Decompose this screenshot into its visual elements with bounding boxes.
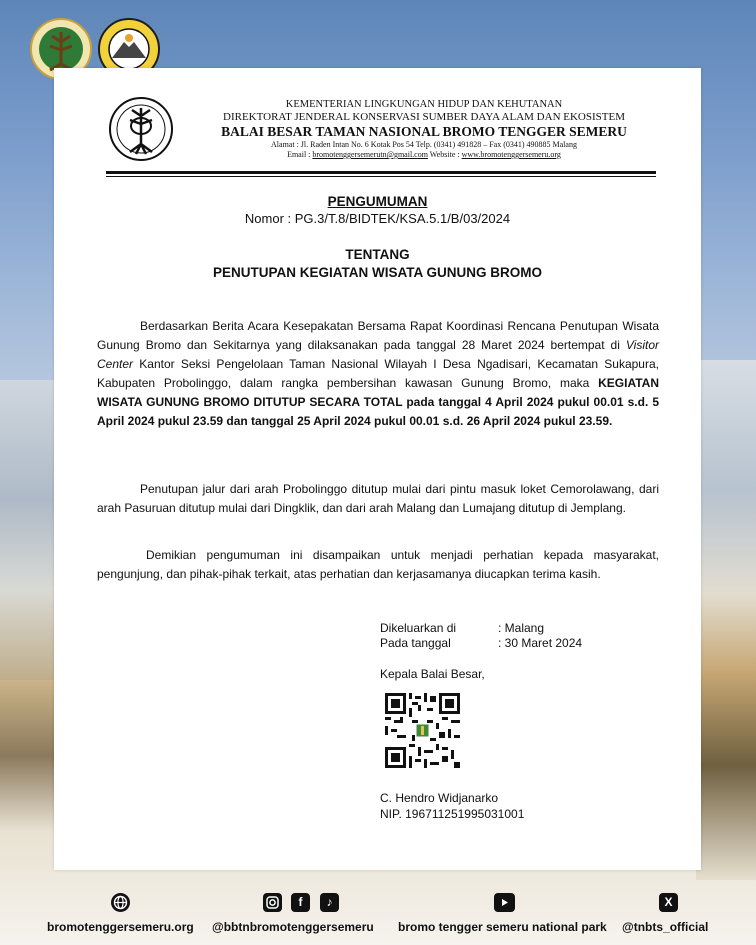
announcement-document xyxy=(54,68,701,870)
ministry-name: KEMENTERIAN LINGKUNGAN HIDUP DAN KEHUTANAN xyxy=(285,99,563,110)
signatory-nip: NIP. 196711251995031001 xyxy=(380,807,525,821)
background-mist-right xyxy=(696,360,756,880)
signatory-title: Kepala Balai Besar, xyxy=(380,667,485,681)
tiktok-icon[interactable]: ♪ xyxy=(320,893,339,912)
footer-website[interactable]: bromotenggersemeru.org xyxy=(47,920,194,934)
letterhead-logo xyxy=(108,96,174,162)
signature-qr-code xyxy=(385,693,460,768)
website-link[interactable]: www.bromotenggersemeru.org xyxy=(461,150,561,159)
announcement-heading: PENGUMUMAN xyxy=(327,194,428,209)
signatory-name: C. Hendro Widjanarko xyxy=(380,791,499,805)
announcement-number: Nomor : PG.3/T.8/BIDTEK/KSA.5.1/B/03/2024 xyxy=(244,211,511,226)
instagram-icon[interactable] xyxy=(263,893,282,912)
body-paragraph-2: Penutupan jalur dari arah Probolinggo ditutup mulai dari pintu masuk loket Cemorolawang, dari arah Pasuruan ditutup mulai dari Dingklik, dan dari arah Malang dan Lumajang ditutup di Jemplang. xyxy=(97,482,659,515)
announcement-subject: PENUTUPAN KEGIATAN WISATA GUNUNG BROMO xyxy=(213,265,542,280)
email-link[interactable]: bromotenggersemerutn@gmail.com xyxy=(312,150,428,159)
globe-icon xyxy=(111,893,130,912)
office-address: Alamat : Jl. Raden Intan No. 6 Kotak Pos 54 Telp. (0341) 491828 – Fax (0341) 490885 Malang xyxy=(271,140,577,149)
letterhead-divider xyxy=(106,171,656,174)
footer-social-handle[interactable]: @bbtnbromotenggersemeru xyxy=(212,920,374,934)
x-icon[interactable]: X xyxy=(659,893,678,912)
footer-x-handle[interactable]: @tnbts_official xyxy=(622,920,709,934)
office-name: BALAI BESAR TAMAN NASIONAL BROMO TENGGER SEMERU xyxy=(221,124,627,139)
body-paragraph-1: Berdasarkan Berita Acara Kesepakatan Bersama Rapat Koordinasi Rencana Penutupan Wisata Gunung Bromo dan Sekitarnya yang dilaksanakan pada tanggal 28 Maret 2024 bertempat di Visitor Center Kantor Seksi Pengelolaan Taman Nasional Wilayah I Desa Ngadisari, Kecamatan Sukapura, Kabupaten Probolinggo, dalam rangka pembersihan kawasan Gunung Bromo, maka KEGIATAN WISATA GUNUNG BROMO DITUTUP SECARA TOTAL pada tanggal 4 April 2024 pukul 00.01 s.d. 5 April 2024 pukul 23.59 dan tanggal 25 April 2024 pukul 00.01 s.d. 26 April 2024 pukul 23.59. xyxy=(97,319,659,428)
issued-date: Pada tanggal : 30 Maret 2024 xyxy=(380,636,583,650)
facebook-icon[interactable]: f xyxy=(291,893,310,912)
youtube-icon[interactable] xyxy=(494,893,515,912)
footer-youtube-channel[interactable]: bromo tengger semeru national park xyxy=(398,920,607,934)
letterhead-divider-thin xyxy=(106,176,656,177)
contact-line: Email : bromotenggersemerutn@gmail.com Website : www.bromotenggersemeru.org xyxy=(287,150,561,159)
issued-at: Dikeluarkan di : Malang xyxy=(380,621,545,635)
directorate-name: DIREKTORAT JENDERAL KONSERVASI SUMBER DAYA ALAM DAN EKOSISTEM xyxy=(223,111,625,123)
footer xyxy=(0,893,756,945)
announcement-about: TENTANG xyxy=(345,247,410,262)
letterhead xyxy=(194,99,654,160)
background-mist-left xyxy=(0,380,60,680)
body-paragraph-3: Demikian pengumuman ini disampaikan untuk menjadi perhatian kepada masyarakat, pengunjung, dan pihak-pihak terkait, atas perhatian dan kerjasamanya diucapkan terima kasih. xyxy=(97,548,659,581)
